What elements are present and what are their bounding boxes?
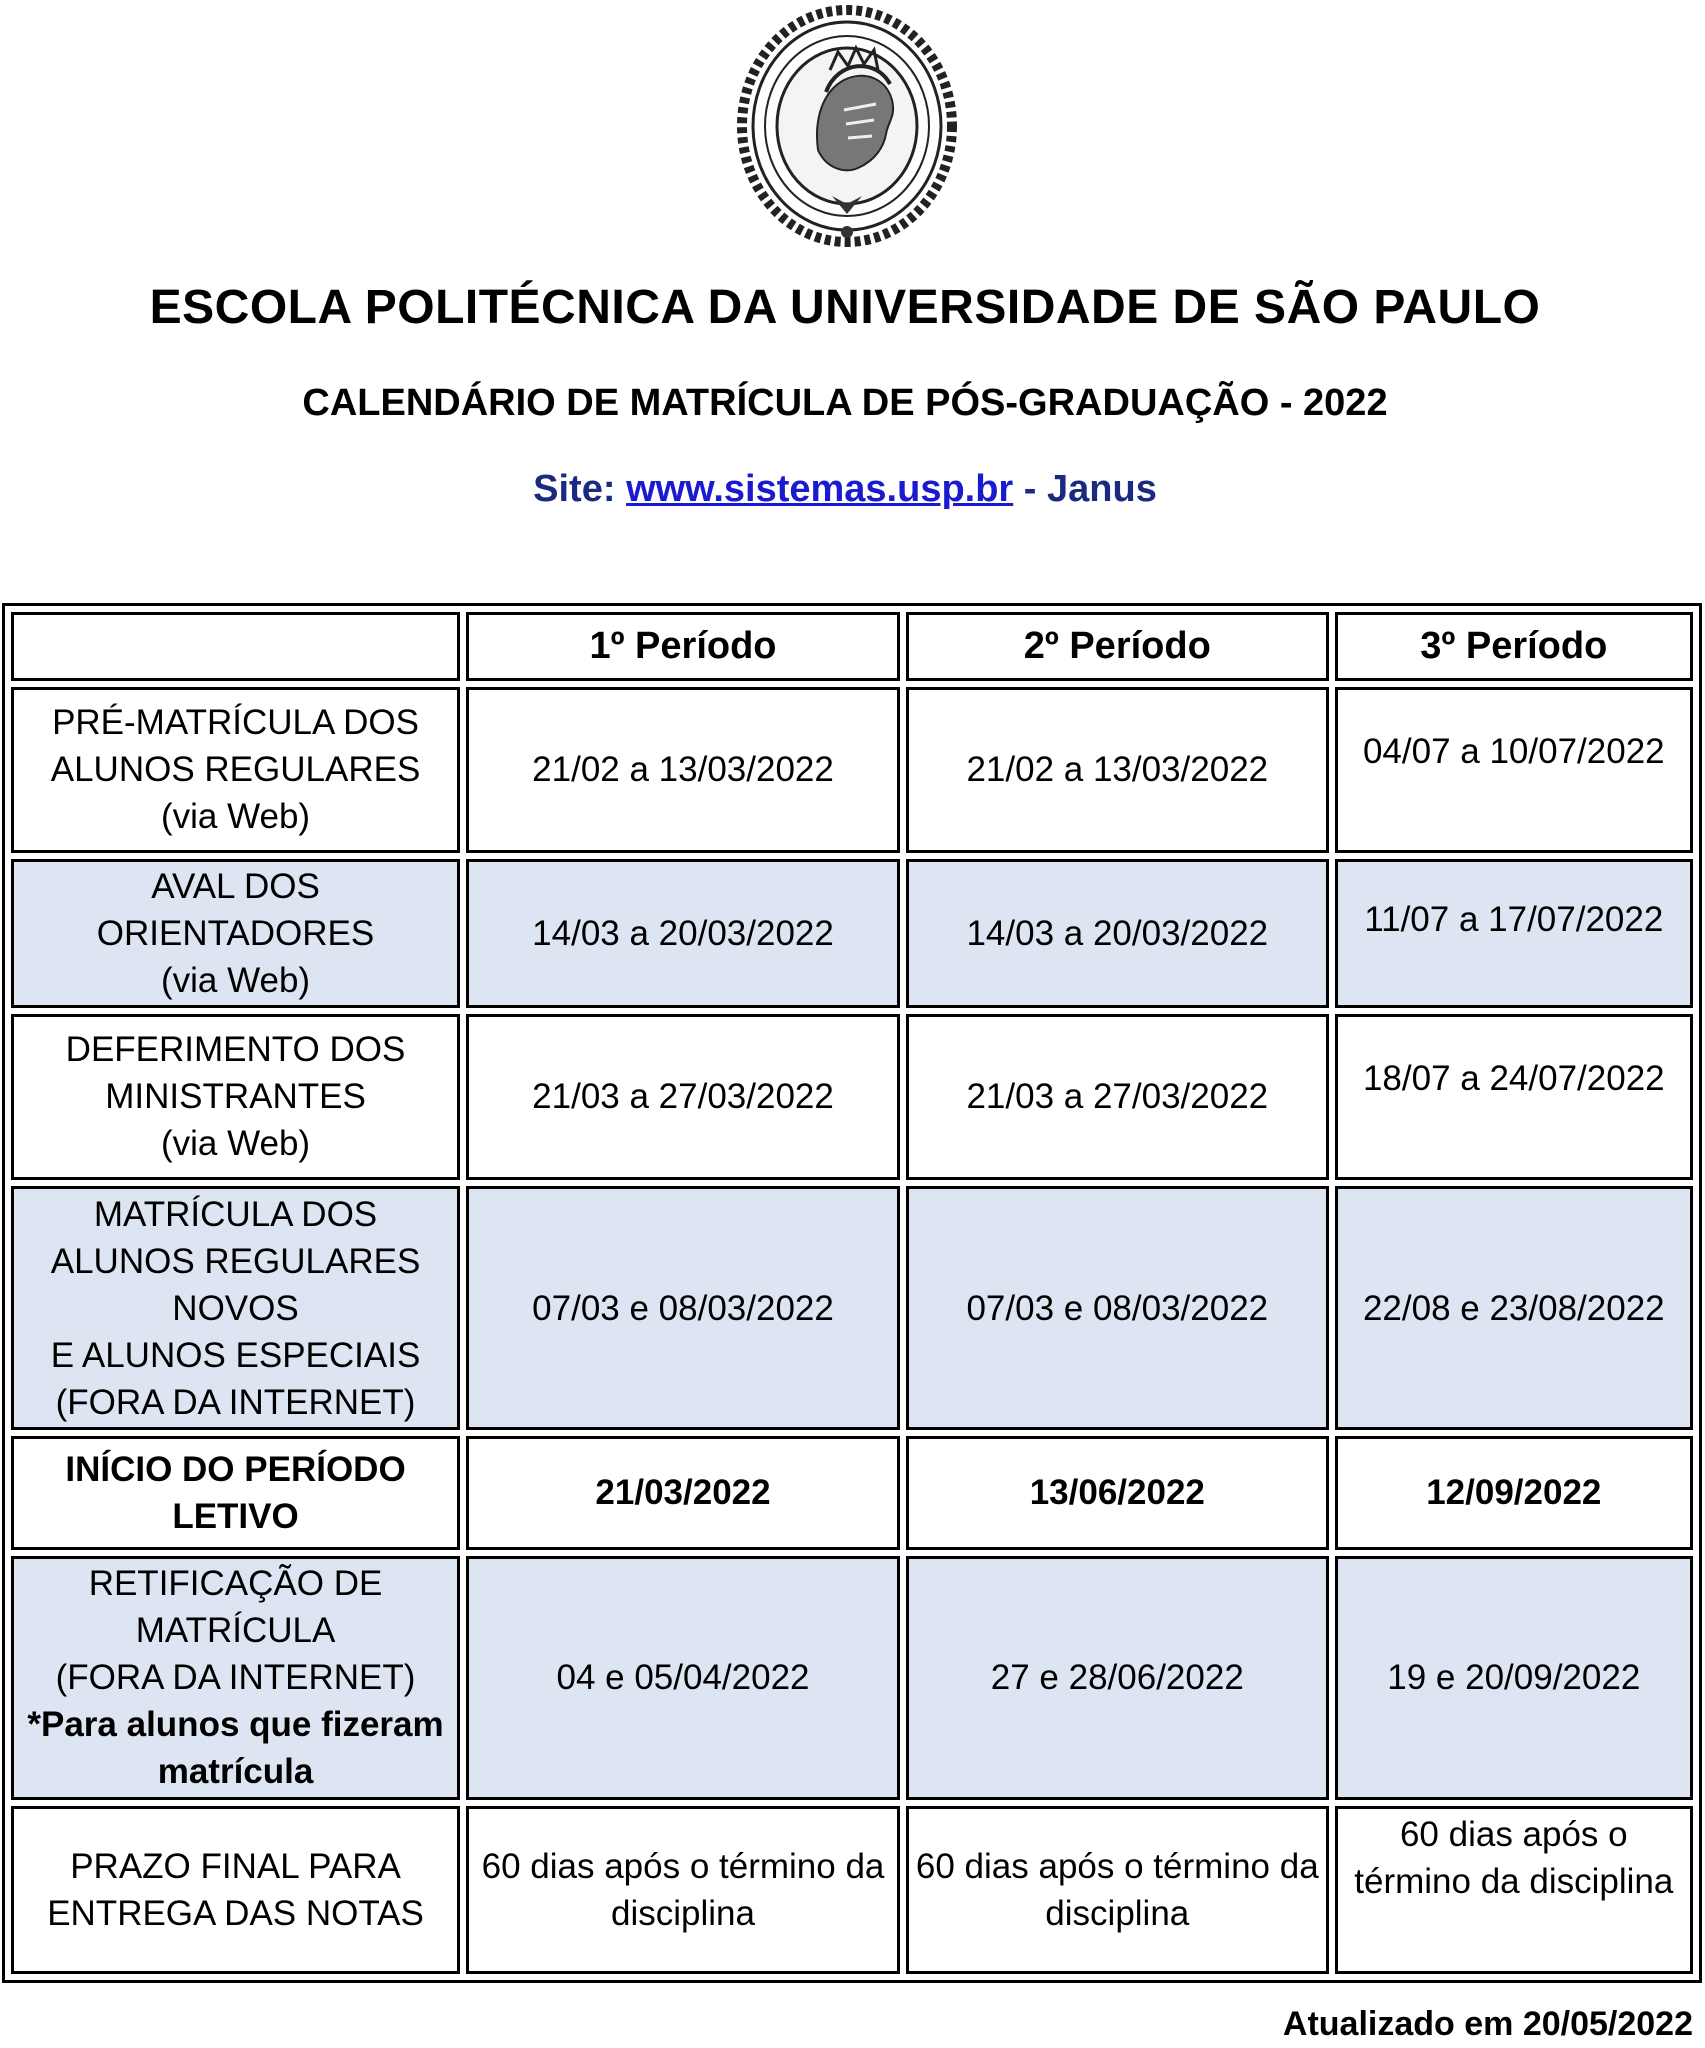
period-1-value: 21/02 a 13/03/2022 — [466, 687, 900, 853]
table-row-matricula-novos — [11, 1186, 1693, 1430]
table-row-deferimento — [11, 1014, 1693, 1180]
site-label: Site: — [533, 468, 616, 510]
row-label: INÍCIO DO PERÍODO LETIVO — [11, 1436, 460, 1549]
period-2-value: 13/06/2022 — [906, 1436, 1329, 1549]
updated-date: Atualizado em 20/05/2022 — [1282, 2005, 1693, 2043]
period-2-value: 21/03 a 27/03/2022 — [906, 1014, 1329, 1180]
period-2-value: 21/02 a 13/03/2022 — [906, 687, 1329, 853]
period-3-value: 11/07 a 17/07/2022 — [1335, 859, 1693, 1008]
period-2-value: 60 dias após o término da disciplina — [906, 1806, 1329, 1974]
period-1-value: 07/03 e 08/03/2022 — [466, 1186, 900, 1430]
calendar-subtitle: CALENDÁRIO DE MATRÍCULA DE PÓS-GRADUAÇÃO - 2022 — [302, 382, 1388, 424]
site-line — [0, 468, 1690, 511]
row-label-note: *Para alunos que fizeram — [27, 1705, 444, 1745]
enrollment-calendar-table — [2, 603, 1702, 1983]
table-row-pre-matricula — [11, 687, 1693, 853]
row-label: PRÉ-MATRÍCULA DOS ALUNOS REGULARES (via Web) — [11, 687, 460, 853]
header-period-2: 2º Período — [906, 612, 1329, 681]
site-suffix: - Janus — [1013, 468, 1157, 510]
row-label: PRAZO FINAL PARA ENTREGA DAS NOTAS — [11, 1806, 460, 1974]
table-row-inicio-periodo — [11, 1436, 1693, 1549]
site-link[interactable]: www.sistemas.usp.br — [626, 468, 1014, 510]
period-1-value: 60 dias após o término da disciplina — [466, 1806, 900, 1974]
row-label: MATRÍCULA DOS ALUNOS REGULARES NOVOS E ALUNOS ESPECIAIS (FORA DA INTERNET) — [11, 1186, 460, 1430]
header-period-1: 1º Período — [466, 612, 900, 681]
period-3-value: 19 e 20/09/2022 — [1335, 1556, 1693, 1800]
period-2-value: 14/03 a 20/03/2022 — [906, 859, 1329, 1008]
period-1-value: 21/03 a 27/03/2022 — [466, 1014, 900, 1180]
table-row-prazo-notas — [11, 1806, 1693, 1974]
period-1-value: 14/03 a 20/03/2022 — [466, 859, 900, 1008]
row-label: AVAL DOS ORIENTADORES (via Web) — [11, 859, 460, 1008]
row-label: DEFERIMENTO DOS MINISTRANTES (via Web) — [11, 1014, 460, 1180]
table-row-retificacao — [11, 1556, 1693, 1800]
period-1-value: 21/03/2022 — [466, 1436, 900, 1549]
period-3-value: 22/08 e 23/08/2022 — [1335, 1186, 1693, 1430]
institution-title: ESCOLA POLITÉCNICA DA UNIVERSIDADE DE SÃO PAULO — [149, 281, 1541, 334]
period-1-value: 04 e 05/04/2022 — [466, 1556, 900, 1800]
period-3-value: 60 dias após o término da disciplina — [1335, 1806, 1693, 1974]
header-empty-cell — [11, 612, 460, 681]
period-3-value: 12/09/2022 — [1335, 1436, 1693, 1549]
period-2-value: 27 e 28/06/2022 — [906, 1556, 1329, 1800]
row-label: RETIFICAÇÃO DE MATRÍCULA (FORA DA INTERNET) *Para alunos que fizeram matrícula — [11, 1556, 460, 1800]
table-header-row — [11, 612, 1693, 681]
period-3-value: 18/07 a 24/07/2022 — [1335, 1014, 1693, 1180]
period-2-value: 07/03 e 08/03/2022 — [906, 1186, 1329, 1430]
table-row-aval-orientadores — [11, 859, 1693, 1008]
header-period-3: 3º Período — [1335, 612, 1693, 681]
row-label-note: matrícula — [157, 1752, 314, 1792]
poli-usp-seal-logo — [726, 0, 968, 258]
period-3-value: 04/07 a 10/07/2022 — [1335, 687, 1693, 853]
